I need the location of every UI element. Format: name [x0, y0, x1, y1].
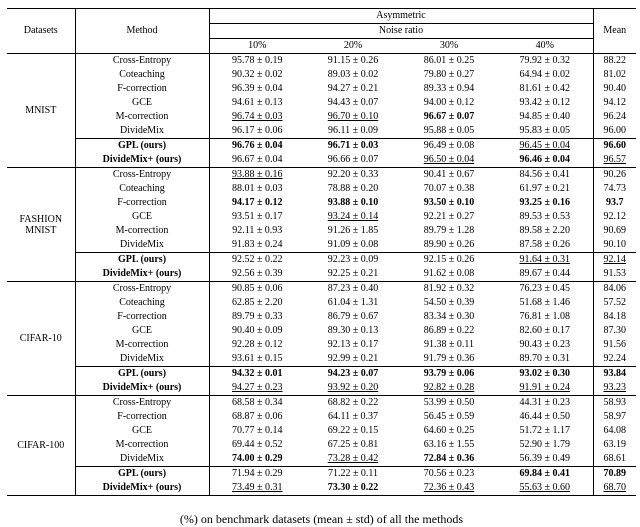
- mean-cell: 96.60: [593, 139, 636, 154]
- value-cell: 91.09 ± 0.08: [327, 239, 379, 250]
- mean-cell: 92.24: [593, 352, 636, 367]
- value-cell: 51.68 ± 1.46: [519, 297, 570, 308]
- ours-row: [7, 267, 636, 282]
- value-cell: 92.20 ± 0.33: [305, 168, 401, 183]
- value-cell: 52.90 ± 1.79: [519, 439, 570, 450]
- value-cell: 89.70 ± 0.31: [519, 353, 570, 364]
- method-cell: DivideMix+ (ours): [75, 153, 209, 168]
- col-header-ratio-40: 40%: [497, 39, 593, 54]
- col-header-method: Method: [75, 9, 209, 54]
- value-cell: 89.30 ± 0.13: [327, 325, 379, 336]
- value-cell: 86.89 ± 0.22: [423, 325, 475, 336]
- method-cell: DivideMix+ (ours): [75, 481, 209, 496]
- value-cell: 90.43 ± 0.23: [519, 339, 570, 350]
- value-cell: 95.78 ± 0.19: [209, 54, 305, 69]
- value-cell: 93.25 ± 0.16: [519, 197, 570, 208]
- value-cell: 96.66 ± 0.07: [327, 154, 379, 165]
- method-cell: Coteaching: [75, 296, 209, 310]
- value-cell: 72.84 ± 0.36: [423, 453, 475, 464]
- value-cell: 92.11 ± 0.93: [232, 225, 283, 236]
- value-cell: 92.15 ± 0.26: [401, 253, 497, 268]
- value-cell: 81.92 ± 0.32: [401, 282, 497, 297]
- ours-row: [7, 139, 636, 154]
- table-row: [7, 410, 636, 424]
- mean-cell: 90.26: [593, 168, 636, 183]
- value-cell: 71.94 ± 0.29: [209, 467, 305, 482]
- col-header-mean: Mean: [593, 9, 636, 54]
- mean-cell: 91.53: [593, 267, 636, 282]
- method-cell: DivideMix+ (ours): [75, 381, 209, 396]
- value-cell: 64.60 ± 0.25: [423, 425, 475, 436]
- value-cell: 84.56 ± 0.41: [497, 168, 593, 183]
- col-header-ratio-20: 20%: [305, 39, 401, 54]
- table-row: [7, 324, 636, 338]
- value-cell: 96.17 ± 0.06: [232, 125, 283, 136]
- value-cell: 92.21 ± 0.27: [423, 211, 475, 222]
- method-cell: Cross-Entropy: [75, 168, 209, 183]
- header-row-asymmetric: [7, 9, 636, 24]
- col-header-asymmetric: Asymmetric: [209, 9, 593, 24]
- value-cell: 96.46 ± 0.04: [519, 154, 570, 165]
- table-row: [7, 424, 636, 438]
- value-cell: 69.22 ± 0.15: [327, 425, 379, 436]
- value-cell: 93.50 ± 0.10: [423, 197, 475, 208]
- table-row: [7, 352, 636, 367]
- ours-row: [7, 467, 636, 482]
- value-cell: 83.34 ± 0.30: [423, 311, 475, 322]
- value-cell: 94.43 ± 0.07: [327, 97, 379, 108]
- method-cell: F-correction: [75, 310, 209, 324]
- value-cell: 51.72 ± 1.17: [519, 425, 570, 436]
- value-cell: 70.07 ± 0.38: [423, 183, 475, 194]
- value-cell: 95.83 ± 0.05: [519, 125, 570, 136]
- value-cell: 73.49 ± 0.31: [232, 482, 283, 493]
- results-table: [7, 8, 636, 496]
- ours-row: [7, 381, 636, 396]
- table-row: [7, 68, 636, 82]
- value-cell: 74.00 ± 0.29: [232, 453, 283, 464]
- value-cell: 96.67 ± 0.04: [232, 154, 283, 165]
- value-cell: 96.45 ± 0.04: [497, 139, 593, 154]
- value-cell: 91.26 ± 1.85: [327, 225, 379, 236]
- value-cell: 78.88 ± 0.20: [327, 183, 379, 194]
- method-cell: Cross-Entropy: [75, 282, 209, 297]
- value-cell: 93.51 ± 0.17: [232, 211, 283, 222]
- method-cell: DivideMix: [75, 352, 209, 367]
- value-cell: 82.60 ± 0.17: [519, 325, 570, 336]
- table-caption: (%) on benchmark datasets (mean ± std) of all the methods: [179, 512, 464, 526]
- table-row: [7, 282, 636, 297]
- value-cell: 94.32 ± 0.01: [209, 367, 305, 382]
- method-cell: GPL (ours): [75, 253, 209, 268]
- mean-cell: 93.84: [593, 367, 636, 382]
- method-cell: GCE: [75, 324, 209, 338]
- value-cell: 54.50 ± 0.39: [423, 297, 475, 308]
- value-cell: 76.81 ± 1.08: [519, 311, 570, 322]
- table-header: [7, 9, 636, 54]
- value-cell: 89.90 ± 0.26: [423, 239, 475, 250]
- dataset-cell: CIFAR-10: [7, 282, 75, 396]
- method-cell: GPL (ours): [75, 367, 209, 382]
- col-header-ratio-30: 30%: [401, 39, 497, 54]
- mean-cell: 96.00: [593, 124, 636, 139]
- value-cell: 92.56 ± 0.39: [232, 268, 283, 279]
- mean-cell: 57.52: [593, 296, 636, 310]
- value-cell: 89.79 ± 0.33: [232, 311, 283, 322]
- table-row: [7, 438, 636, 452]
- value-cell: 63.16 ± 1.55: [423, 439, 475, 450]
- value-cell: 81.61 ± 0.42: [519, 83, 570, 94]
- value-cell: 79.80 ± 0.27: [423, 69, 475, 80]
- value-cell: 91.38 ± 0.11: [423, 339, 475, 350]
- mean-cell: 91.56: [593, 338, 636, 352]
- value-cell: 91.79 ± 0.36: [423, 353, 475, 364]
- value-cell: 93.42 ± 0.12: [519, 97, 570, 108]
- ours-row: [7, 253, 636, 268]
- table-row: [7, 168, 636, 183]
- mean-cell: 63.19: [593, 438, 636, 452]
- value-cell: 96.70 ± 0.10: [327, 111, 379, 122]
- value-cell: 73.28 ± 0.42: [327, 453, 379, 464]
- col-header-ratio-10: 10%: [209, 39, 305, 54]
- value-cell: 53.99 ± 0.50: [401, 396, 497, 411]
- value-cell: 70.77 ± 0.14: [232, 425, 283, 436]
- method-cell: GCE: [75, 96, 209, 110]
- table-row: [7, 338, 636, 352]
- value-cell: 62.85 ± 2.20: [232, 297, 283, 308]
- value-cell: 91.62 ± 0.08: [423, 268, 475, 279]
- mean-cell: 88.22: [593, 54, 636, 69]
- value-cell: 89.79 ± 1.28: [423, 225, 475, 236]
- value-cell: 61.04 ± 1.31: [327, 297, 379, 308]
- table-row: [7, 210, 636, 224]
- mean-cell: 93.23: [593, 381, 636, 396]
- dataset-cell: MNIST: [7, 54, 75, 168]
- table-row: [7, 452, 636, 467]
- value-cell: 69.84 ± 0.41: [497, 467, 593, 482]
- table-row: [7, 54, 636, 69]
- value-cell: 56.39 ± 0.49: [519, 453, 570, 464]
- col-header-datasets: Datasets: [7, 9, 75, 54]
- value-cell: 90.40 ± 0.09: [232, 325, 283, 336]
- value-cell: 92.99 ± 0.21: [327, 353, 379, 364]
- mean-cell: 81.02: [593, 68, 636, 82]
- method-cell: Coteaching: [75, 182, 209, 196]
- dataset-cell: FASHION MNIST: [7, 168, 75, 282]
- method-cell: F-correction: [75, 410, 209, 424]
- value-cell: 44.31 ± 0.23: [497, 396, 593, 411]
- table-row: [7, 182, 636, 196]
- value-cell: 89.53 ± 0.53: [519, 211, 570, 222]
- value-cell: 93.88 ± 0.10: [327, 197, 379, 208]
- value-cell: 95.88 ± 0.05: [423, 125, 475, 136]
- mean-cell: 96.24: [593, 110, 636, 124]
- mean-cell: 74.73: [593, 182, 636, 196]
- value-cell: 93.02 ± 0.30: [497, 367, 593, 382]
- method-cell: GCE: [75, 424, 209, 438]
- mean-cell: 90.10: [593, 238, 636, 253]
- mean-cell: 93.7: [593, 196, 636, 210]
- value-cell: 94.61 ± 0.13: [232, 97, 283, 108]
- table-row: [7, 310, 636, 324]
- method-cell: Coteaching: [75, 68, 209, 82]
- method-cell: GPL (ours): [75, 139, 209, 154]
- mean-cell: 90.69: [593, 224, 636, 238]
- method-cell: M-correction: [75, 338, 209, 352]
- value-cell: 94.23 ± 0.07: [305, 367, 401, 382]
- value-cell: 90.41 ± 0.67: [401, 168, 497, 183]
- table-row: [7, 238, 636, 253]
- value-cell: 71.22 ± 0.11: [305, 467, 401, 482]
- value-cell: 92.13 ± 0.17: [327, 339, 379, 350]
- table-row: [7, 196, 636, 210]
- method-cell: F-correction: [75, 82, 209, 96]
- value-cell: 61.97 ± 0.21: [519, 183, 570, 194]
- table-row: [7, 224, 636, 238]
- method-cell: GCE: [75, 210, 209, 224]
- value-cell: 87.58 ± 0.26: [519, 239, 570, 250]
- value-cell: 94.17 ± 0.12: [232, 197, 283, 208]
- value-cell: 46.44 ± 0.50: [519, 411, 570, 422]
- mean-cell: 90.40: [593, 82, 636, 96]
- value-cell: 91.64 ± 0.31: [497, 253, 593, 268]
- value-cell: 93.61 ± 0.15: [232, 353, 283, 364]
- value-cell: 86.79 ± 0.67: [327, 311, 379, 322]
- mean-cell: 84.06: [593, 282, 636, 297]
- value-cell: 91.91 ± 0.24: [519, 382, 570, 393]
- value-cell: 96.71 ± 0.03: [305, 139, 401, 154]
- value-cell: 86.01 ± 0.25: [401, 54, 497, 69]
- method-cell: DivideMix+ (ours): [75, 267, 209, 282]
- mean-cell: 68.61: [593, 452, 636, 467]
- value-cell: 90.85 ± 0.06: [209, 282, 305, 297]
- value-cell: 72.36 ± 0.43: [423, 482, 475, 493]
- value-cell: 89.58 ± 2.20: [519, 225, 570, 236]
- value-cell: 92.82 ± 0.28: [423, 382, 475, 393]
- mean-cell: 84.18: [593, 310, 636, 324]
- value-cell: 93.88 ± 0.16: [209, 168, 305, 183]
- mean-cell: 70.89: [593, 467, 636, 482]
- mean-cell: 92.14: [593, 253, 636, 268]
- table-row: [7, 296, 636, 310]
- value-cell: 70.56 ± 0.23: [401, 467, 497, 482]
- method-cell: F-correction: [75, 196, 209, 210]
- table-row: [7, 82, 636, 96]
- ours-row: [7, 481, 636, 496]
- mean-cell: 58.93: [593, 396, 636, 411]
- value-cell: 96.49 ± 0.08: [401, 139, 497, 154]
- value-cell: 94.27 ± 0.21: [327, 83, 379, 94]
- mean-cell: 64.08: [593, 424, 636, 438]
- value-cell: 79.92 ± 0.32: [497, 54, 593, 69]
- method-cell: Cross-Entropy: [75, 396, 209, 411]
- value-cell: 76.23 ± 0.45: [497, 282, 593, 297]
- table-row: [7, 124, 636, 139]
- table-body: [7, 54, 636, 496]
- value-cell: 94.00 ± 0.12: [423, 97, 475, 108]
- value-cell: 68.87 ± 0.06: [232, 411, 283, 422]
- mean-cell: 58.97: [593, 410, 636, 424]
- method-cell: DivideMix: [75, 452, 209, 467]
- table-row: [7, 110, 636, 124]
- mean-cell: 87.30: [593, 324, 636, 338]
- value-cell: 89.67 ± 0.44: [519, 268, 570, 279]
- value-cell: 93.92 ± 0.20: [327, 382, 379, 393]
- dataset-cell: CIFAR-100: [7, 396, 75, 496]
- value-cell: 93.24 ± 0.14: [327, 211, 379, 222]
- value-cell: 92.28 ± 0.12: [232, 339, 283, 350]
- mean-cell: 96.57: [593, 153, 636, 168]
- value-cell: 91.83 ± 0.24: [232, 239, 283, 250]
- value-cell: 88.01 ± 0.03: [232, 183, 283, 194]
- value-cell: 94.27 ± 0.23: [232, 382, 283, 393]
- method-cell: GPL (ours): [75, 467, 209, 482]
- value-cell: 68.58 ± 0.34: [209, 396, 305, 411]
- mean-cell: 94.12: [593, 96, 636, 110]
- value-cell: 68.82 ± 0.22: [305, 396, 401, 411]
- value-cell: 93.79 ± 0.06: [401, 367, 497, 382]
- value-cell: 90.32 ± 0.02: [232, 69, 283, 80]
- value-cell: 89.33 ± 0.94: [423, 83, 475, 94]
- value-cell: 87.23 ± 0.40: [305, 282, 401, 297]
- value-cell: 89.03 ± 0.02: [327, 69, 379, 80]
- method-cell: DivideMix: [75, 124, 209, 139]
- method-cell: Cross-Entropy: [75, 54, 209, 69]
- value-cell: 56.45 ± 0.59: [423, 411, 475, 422]
- value-cell: 92.52 ± 0.22: [209, 253, 305, 268]
- value-cell: 73.30 ± 0.22: [327, 482, 379, 493]
- value-cell: 96.76 ± 0.04: [209, 139, 305, 154]
- value-cell: 96.39 ± 0.04: [232, 83, 283, 94]
- value-cell: 96.50 ± 0.04: [423, 154, 475, 165]
- value-cell: 96.74 ± 0.03: [232, 111, 283, 122]
- table-row: [7, 396, 636, 411]
- method-cell: M-correction: [75, 110, 209, 124]
- value-cell: 96.11 ± 0.09: [327, 125, 379, 136]
- value-cell: 96.67 ± 0.07: [423, 111, 475, 122]
- value-cell: 67.25 ± 0.81: [327, 439, 379, 450]
- col-header-noise-ratio: Noise ratio: [209, 24, 593, 39]
- value-cell: 55.63 ± 0.60: [519, 482, 570, 493]
- table-row: [7, 96, 636, 110]
- ours-row: [7, 153, 636, 168]
- mean-cell: 68.70: [593, 481, 636, 496]
- ours-row: [7, 367, 636, 382]
- method-cell: M-correction: [75, 224, 209, 238]
- mean-cell: 92.12: [593, 210, 636, 224]
- value-cell: 64.11 ± 0.37: [327, 411, 379, 422]
- value-cell: 92.25 ± 0.21: [327, 268, 379, 279]
- method-cell: DivideMix: [75, 238, 209, 253]
- value-cell: 64.94 ± 0.02: [519, 69, 570, 80]
- value-cell: 92.23 ± 0.09: [305, 253, 401, 268]
- method-cell: M-correction: [75, 438, 209, 452]
- value-cell: 91.15 ± 0.26: [305, 54, 401, 69]
- value-cell: 69.44 ± 0.52: [232, 439, 283, 450]
- value-cell: 94.85 ± 0.40: [519, 111, 570, 122]
